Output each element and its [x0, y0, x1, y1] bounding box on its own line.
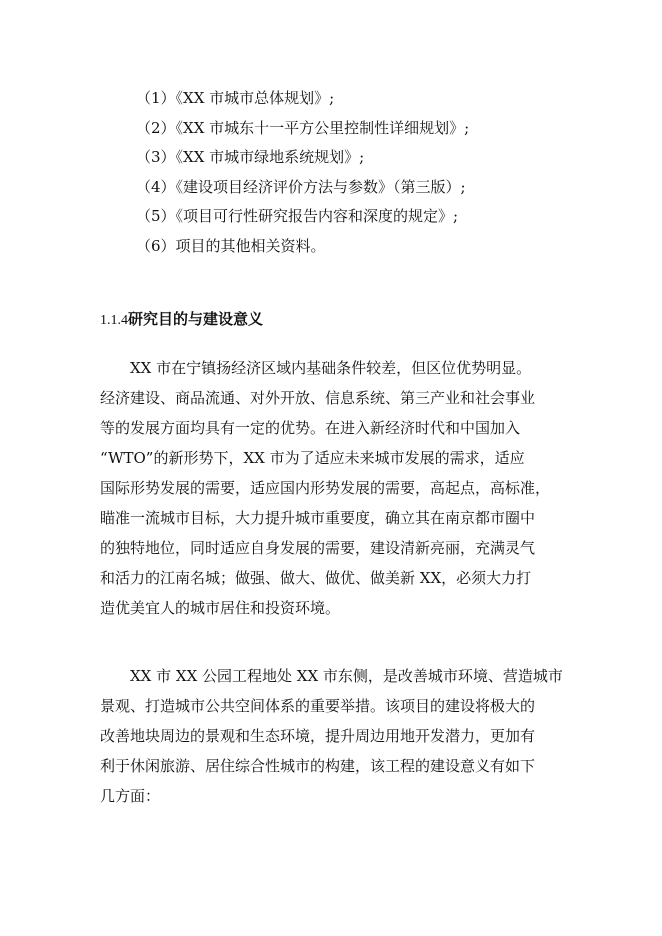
reference-item: （6）项目的其他相关资料。 [136, 236, 326, 255]
paragraph-line: 经济建设、商品流通、对外开放、信息系统、第三产业和社会事业 [100, 389, 536, 407]
paragraph-line: 几方面： [100, 787, 161, 805]
reference-item: （1）《XX 市城市总体规划》; [136, 89, 335, 107]
paragraph-significance [100, 661, 562, 811]
paragraph-line: 等的发展方面均具有一定的优势。在进入新经济时代和中国加入 [100, 419, 521, 437]
paragraph-line: 改善地块周边的景观和生态环境，提升周边用地开发潜力，更加有 [100, 727, 536, 745]
paragraph-line: XX 市在宁镇扬经济区域内基础条件较差，但区位优势明显。 [130, 359, 532, 377]
reference-list [136, 84, 469, 262]
reference-item: （3）《XX 市城市绿地系统规划》; [136, 148, 365, 167]
paragraph-line: 景观、打造城市公共空间体系的重要举措。该项目的建设将极大的 [100, 697, 536, 715]
paragraph-purpose [100, 353, 562, 623]
paragraph-line: 造优美宜人的城市居住和投资环境。 [100, 599, 341, 617]
section-number: 1.1.4 [100, 313, 128, 328]
reference-item: （5）《项目可行性研究报告内容和深度的规定》; [136, 207, 459, 226]
paragraph-line: XX 市 XX 公园工程地处 XX 市东侧，是改善城市环境、营造城市 [130, 667, 563, 685]
section-title: 研究目的与建设意义 [128, 310, 264, 328]
paragraph-line: 和活力的江南名城；做强、做大、做优、做美新 XX，必须大力打 [100, 569, 532, 587]
paragraph-line: 瞄准一流城市目标，大力提升城市重要度，确立其在南京都市圈中 [100, 509, 536, 527]
reference-item: （4）《建设项目经济评价方法与参数》（第三版）; [136, 177, 466, 196]
reference-item: （2）《XX 市城东十一平方公里控制性详细规划》; [136, 118, 470, 137]
paragraph-line: 的独特地位，同时适应自身发展的需要，建设清新亮丽，充满灵气 [100, 539, 536, 557]
paragraph-line: 国际形势发展的需要，适应国内形势发展的需要，高起点，高标准， [100, 479, 551, 497]
section-heading [100, 308, 263, 329]
paragraph-line: “WTO”的新形势下，XX 市为了适应未来城市发展的需求，适应 [100, 449, 525, 467]
paragraph-line: 利于休闲旅游、居住综合性城市的构建，该工程的建设意义有如下 [100, 757, 536, 775]
